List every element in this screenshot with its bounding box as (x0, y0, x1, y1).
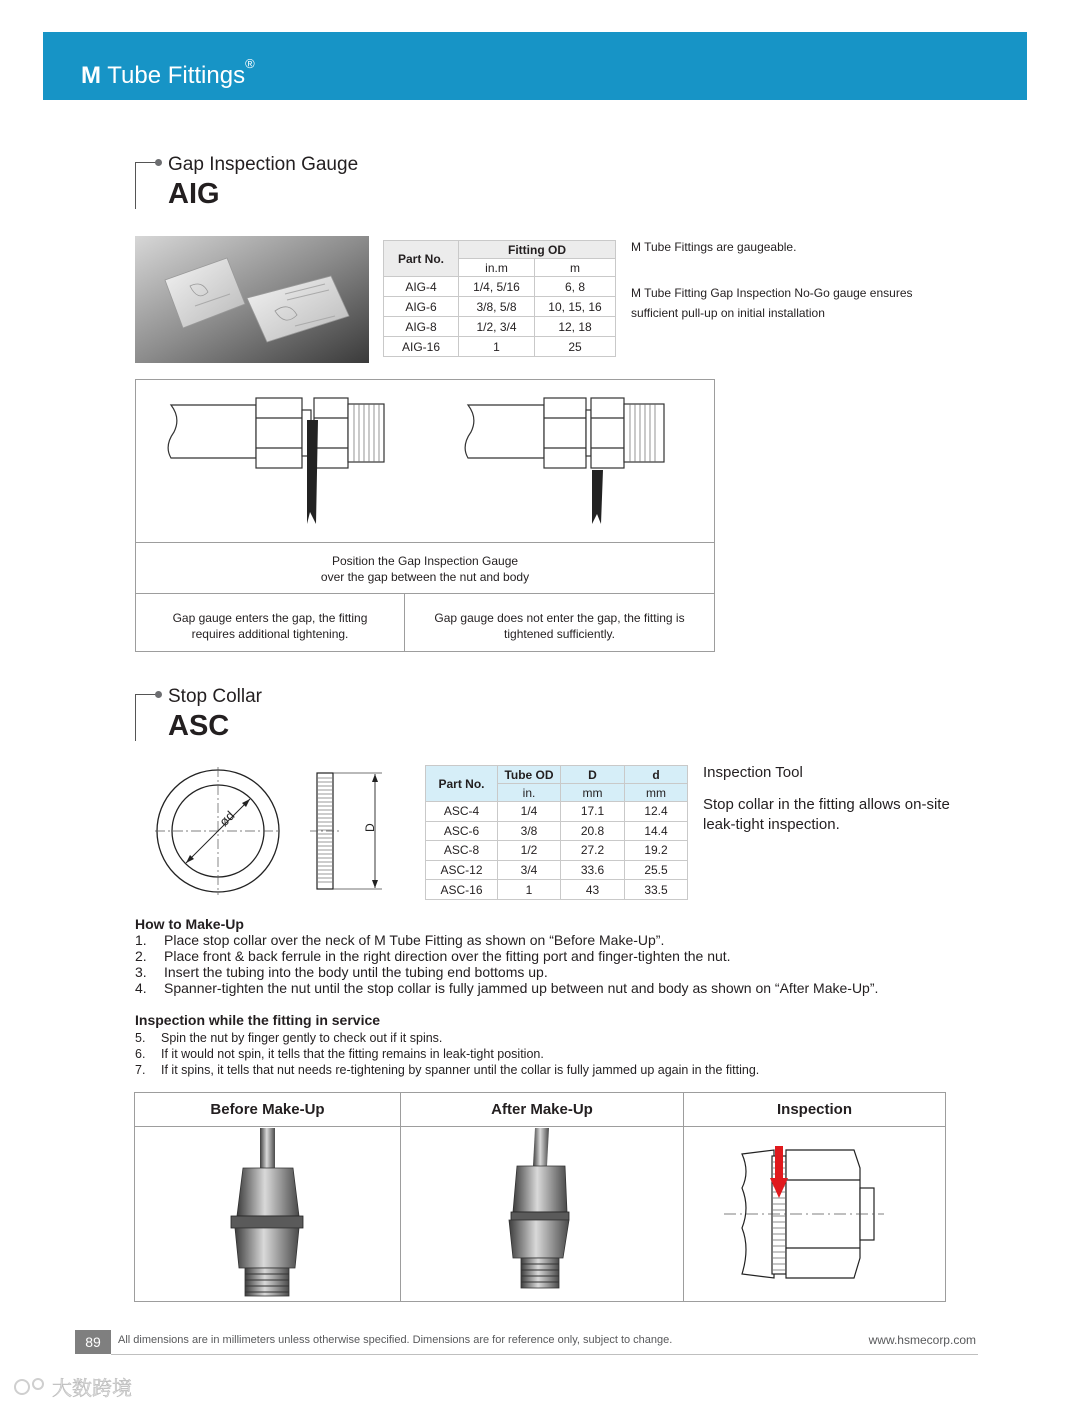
footer-disclaimer: All dimensions are in millimeters unless otherwise specified. Dimensions are for reference only, subject to change. (118, 1334, 673, 1346)
table-row: ASC-4 1/4 17.1 12.4 (426, 802, 688, 822)
aig-unit-mm: m (535, 259, 616, 277)
asc-col-D: D (561, 766, 625, 784)
aig-section-bracket (135, 162, 157, 209)
inspection-title: Inspection while the fitting in service (135, 1012, 381, 1028)
aig-subtitle: Gap Inspection Gauge (168, 154, 359, 175)
asc-section-dot (155, 691, 162, 698)
inspection-header: Inspection (684, 1093, 945, 1127)
makeup-photo-table (134, 1092, 946, 1302)
watermark (8, 1372, 148, 1402)
header-bar (43, 32, 1027, 100)
gap-gauge-blade-right (592, 470, 603, 524)
table-row: ASC-12 3/4 33.6 25.5 (426, 860, 688, 880)
asc-unit-D: mm (561, 784, 625, 802)
table-row: AIG-6 3/8, 5/8 10, 15, 16 (384, 297, 616, 317)
asc-spec-table (425, 765, 688, 900)
list-item: 4. Spanner-tighten the nut until the stop collar is fully jammed up between nut and body as shown on “After Make-Up”. (135, 980, 879, 996)
gap-gauge-diagram (135, 379, 715, 652)
asc-section-bracket (135, 694, 157, 741)
aig-col-part: Part No. (384, 241, 459, 277)
aig-note-nogo-2: sufficient pull-up on initial installation (631, 306, 825, 320)
after-makeup-header: After Make-Up (401, 1093, 683, 1127)
list-item: 1. Place stop collar over the neck of M Tube Fitting as shown on “Before Make-Up”. (135, 932, 665, 948)
asc-unit-d: mm (625, 784, 688, 802)
aig-unit-in: in.m (459, 259, 535, 277)
table-row: AIG-16 1 25 (384, 337, 616, 357)
howto-title: How to Make-Up (135, 916, 244, 932)
asc-col-d: d (625, 766, 688, 784)
aig-col-fitting-od: Fitting OD (459, 241, 616, 259)
page-number: 89 (75, 1330, 111, 1354)
asc-subtitle: Stop Collar (168, 686, 262, 707)
table-row: AIG-8 1/2, 3/4 12, 18 (384, 317, 616, 337)
inspection-section (135, 1012, 759, 1078)
after-makeup-column (401, 1093, 684, 1301)
asc-col-part: Part No. (426, 766, 498, 802)
before-makeup-photo (135, 1128, 400, 1300)
asc-col-tube-od: Tube OD (498, 766, 561, 784)
list-item: 6. If it would not spin, it tells that the fitting remains in leak-tight position. (135, 1047, 544, 1061)
aig-spec-table (383, 240, 616, 357)
asc-tool-title: Inspection Tool (703, 764, 803, 781)
arrow-down-icon (775, 1146, 783, 1180)
caption-position-gauge: Position the Gap Inspection Gauge over the gap between the nut and body (320, 554, 530, 584)
watermark-text: 大数跨境 (52, 1376, 132, 1400)
asc-tool-desc-2: leak-tight inspection. (703, 816, 840, 833)
inspection-column (684, 1093, 945, 1301)
inspection-drawing (684, 1128, 945, 1300)
page-header-title: M Tube Fittings® (81, 56, 255, 89)
table-row: ASC-16 1 43 33.5 (426, 880, 688, 900)
aig-note-gaugeable: M Tube Fittings are gaugeable. (631, 240, 797, 254)
gap-gauge-drawing (136, 380, 714, 542)
list-item: 7. If it spins, it tells that nut needs re-tightening by spanner until the collar is fully jammed up again in the fitting. (135, 1063, 760, 1077)
table-row: ASC-6 3/8 20.8 14.4 (426, 821, 688, 841)
dim-outer-diameter: D (363, 823, 377, 832)
asc-tool-desc-1: Stop collar in the fitting allows on-site (703, 796, 950, 813)
aig-note-nogo-1: M Tube Fitting Gap Inspection No-Go gauge ensures (631, 286, 913, 300)
aig-code: AIG (168, 178, 220, 210)
caption-needs-tightening: Gap gauge enters the gap, the fitting requires additional tightening. (172, 611, 368, 641)
aig-section-dot (155, 159, 162, 166)
before-makeup-column (135, 1093, 401, 1301)
howto-section (135, 916, 878, 996)
list-item: 5. Spin the nut by finger gently to check out if it spins. (135, 1031, 443, 1045)
footer-divider (111, 1354, 978, 1355)
table-row: AIG-4 1/4, 5/16 6, 8 (384, 277, 616, 297)
gap-gauge-blade-left (307, 420, 318, 524)
table-row: ASC-8 1/2 27.2 19.2 (426, 841, 688, 861)
asc-code: ASC (168, 710, 230, 742)
asc-unit-tube: in. (498, 784, 561, 802)
caption-tightened-sufficiently: Gap gauge does not enter the gap, the fitting is tightened sufficiently. (434, 611, 685, 641)
footer-url[interactable]: www.hsmecorp.com (868, 1333, 976, 1347)
after-makeup-photo (401, 1128, 683, 1300)
list-item: 3. Insert the tubing into the body until the tubing end bottoms up. (135, 964, 548, 980)
aig-product-photo (135, 236, 369, 363)
registered-mark: ® (245, 56, 255, 71)
dim-inner-diameter: ød (216, 807, 238, 830)
list-item: 2. Place front & back ferrule in the right direction over the fitting port and finger-tighten the nut. (135, 948, 731, 964)
stop-collar-drawing (150, 764, 390, 900)
before-makeup-header: Before Make-Up (135, 1093, 400, 1127)
